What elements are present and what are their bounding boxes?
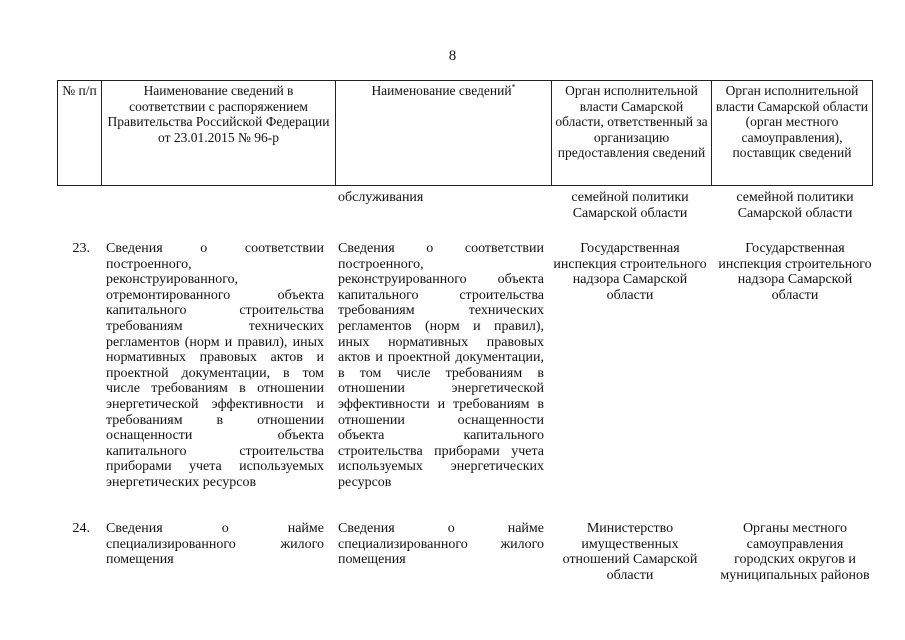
continuation-name: обслуживания bbox=[338, 190, 424, 205]
continuation-responsible: семейной политики Самарской области bbox=[571, 190, 689, 221]
row-24-decree-name: Сведения о найме специализированного жилого помещения bbox=[106, 521, 324, 568]
row-23-decree-name: Сведения о соответствии построенного, реконструированного, отремонтированного объекта капитального строительства требованиям технических регламентов (норм и правил), иных нормативных правовых актов и проектной документации, в том числе требованиям в отношении энергетической эффективности и требованиям в отношении оснащенности объекта капитального строительства приборами учета используемых энергетических ресурсов bbox=[106, 241, 324, 490]
row-24-number: 24. bbox=[72, 521, 90, 536]
header-name-label: Наименование сведений bbox=[371, 83, 512, 98]
header-responsible-label: Орган исполнительной власти Самарской области, ответственный за организацию предоставления сведений bbox=[555, 83, 708, 160]
row-24-responsible: Министерство имущественных отношений Самарской области bbox=[562, 521, 698, 583]
header-supplier-label: Орган исполнительной власти Самарской области (орган местного самоуправления), поставщик сведений bbox=[716, 83, 868, 160]
header-decree-name-label: Наименование сведений в соответствии с распоряжением Правительства Российской Федерации от 23.01.2015 № 96-р bbox=[107, 83, 330, 145]
page-number: 8 bbox=[448, 48, 457, 64]
row-24-supplier: Органы местного самоуправления городских округов и муниципальных районов bbox=[720, 521, 870, 583]
row-23-responsible: Государственная инспекция строительного надзора Самарской области bbox=[553, 241, 707, 303]
row-23-number: 23. bbox=[72, 241, 90, 256]
header-responsible bbox=[552, 81, 712, 186]
row-23-name: Сведения о соответствии построенного, реконструированного объекта капитального строительства требованиям технических регламентов (норм и правил), иных нормативных правовых актов и проектной документации, в том числе требованиям в отношении энергетической эффективности и требованиям в отношении оснащенности объекта капитального строительства приборами учета используемых энергетических ресурсов bbox=[338, 241, 544, 490]
row-24-name: Сведения о найме специализированного жилого помещения bbox=[338, 521, 544, 568]
header-number bbox=[58, 81, 102, 186]
header-supplier bbox=[712, 81, 873, 186]
header-decree-name bbox=[102, 81, 336, 186]
table-header bbox=[57, 80, 873, 186]
header-name bbox=[336, 81, 552, 186]
continuation-supplier: семейной политики Самарской области bbox=[736, 190, 854, 221]
header-number-label: № п/п bbox=[62, 83, 97, 98]
row-23-supplier: Государственная инспекция строительного надзора Самарской области bbox=[718, 241, 872, 303]
footnote-mark: * bbox=[511, 82, 516, 92]
